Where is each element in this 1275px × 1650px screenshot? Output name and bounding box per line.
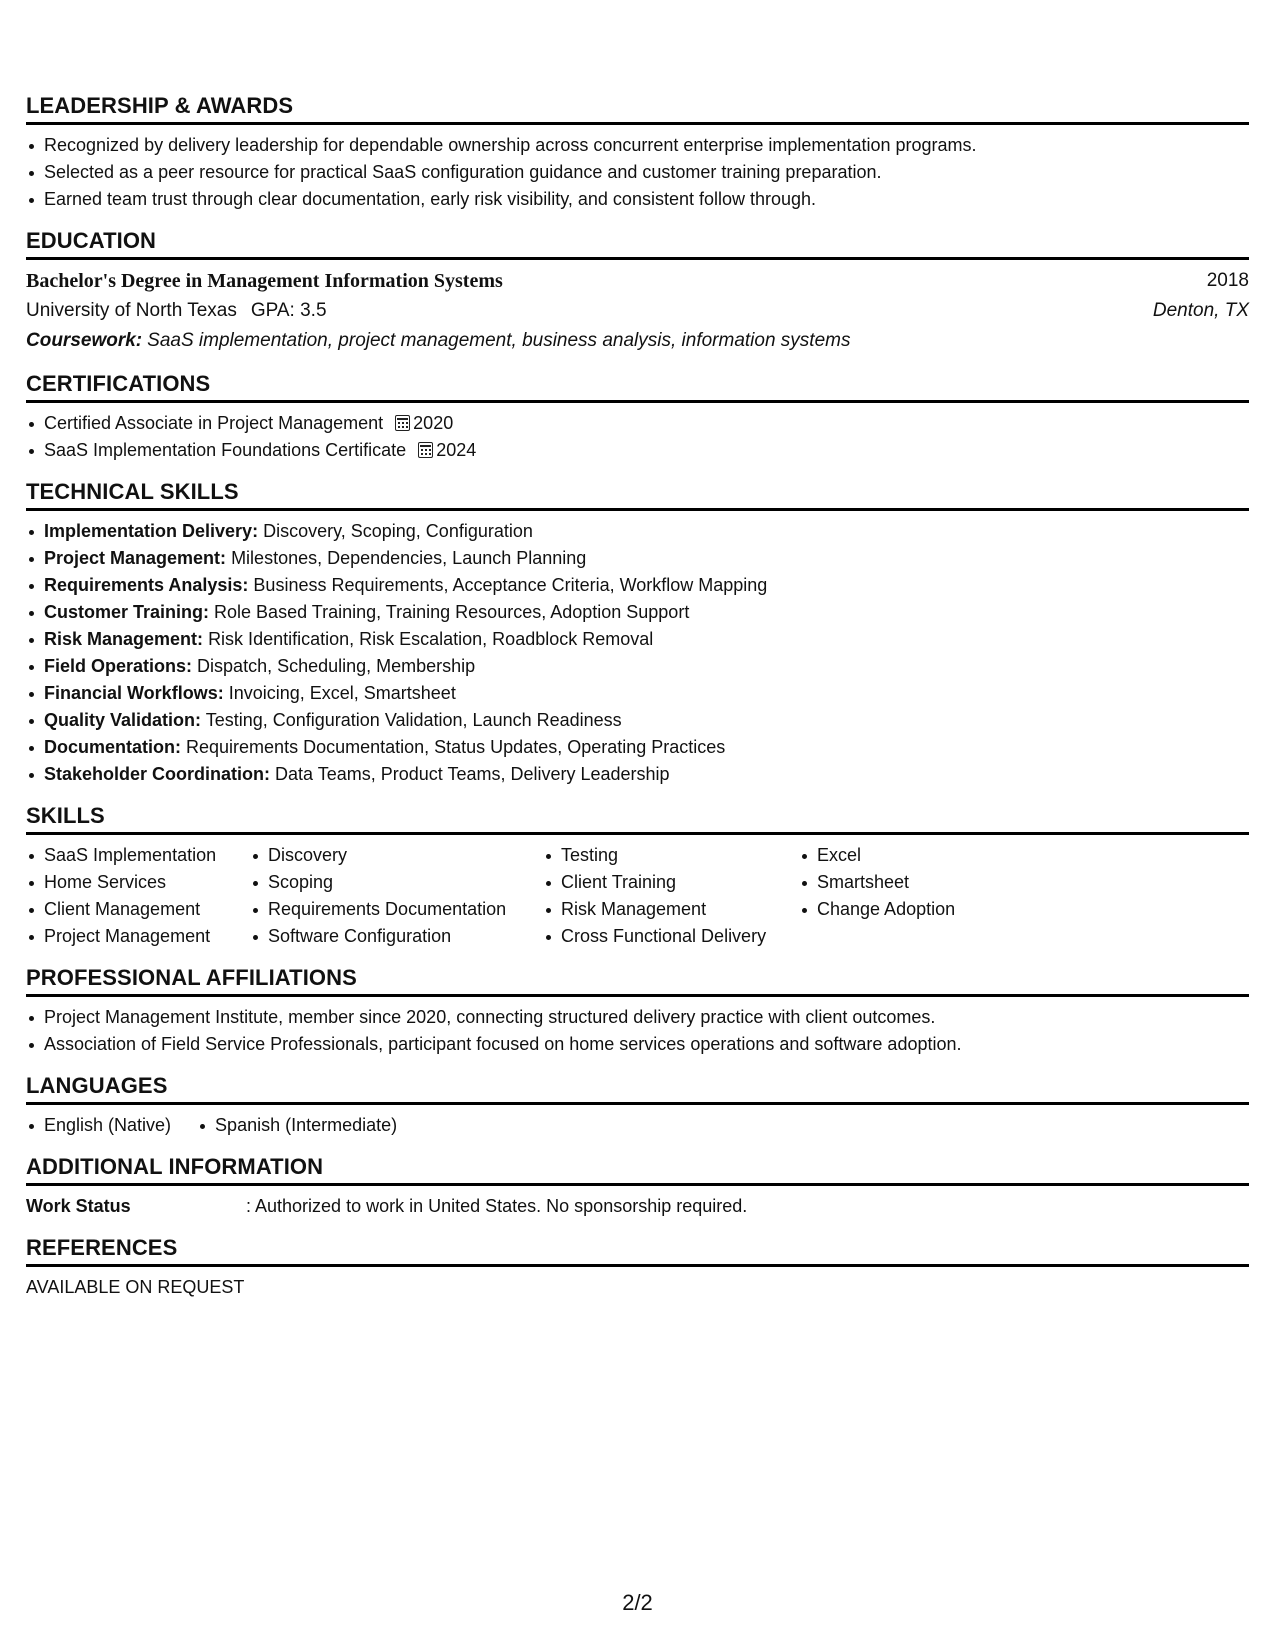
skill-values: Dispatch, Scheduling, Membership	[197, 656, 476, 676]
list-item: English (Native)	[26, 1112, 171, 1139]
section-title-certifications: CERTIFICATIONS	[26, 370, 1249, 403]
technical-skills-list	[26, 518, 1249, 788]
affiliations-section	[26, 964, 1249, 1058]
list-item	[26, 545, 1249, 572]
list-item: Change Adoption	[799, 896, 999, 923]
list-item: Recognized by delivery leadership for dependable ownership across concurrent enterprise implementation programs.	[26, 132, 1249, 159]
references-text: AVAILABLE ON REQUEST	[26, 1277, 245, 1297]
skill-category: Quality Validation:	[44, 710, 202, 730]
list-item: Testing	[543, 842, 799, 869]
skill-category: Financial Workflows:	[44, 683, 224, 703]
list-item	[26, 680, 1249, 707]
section-title-education: EDUCATION	[26, 227, 1249, 260]
skills-column	[26, 842, 250, 950]
coursework-label: Coursework:	[26, 330, 143, 351]
list-item: Spanish (Intermediate)	[197, 1112, 397, 1139]
list-item: Client Training	[543, 869, 799, 896]
list-item	[26, 734, 1249, 761]
section-title-additional-info: ADDITIONAL INFORMATION	[26, 1153, 1249, 1186]
list-item	[26, 626, 1249, 653]
calendar-icon	[395, 415, 410, 431]
list-item: Project Management	[26, 923, 250, 950]
calendar-icon	[418, 442, 433, 458]
graduation-year: 2018	[1206, 270, 1249, 291]
list-item	[26, 518, 1249, 545]
page-number: 2/2	[622, 1590, 653, 1615]
leadership-section	[26, 92, 1249, 213]
section-title-technical-skills: TECHNICAL SKILLS	[26, 478, 1249, 511]
list-item: SaaS Implementation	[26, 842, 250, 869]
list-item: Excel	[799, 842, 999, 869]
info-key: Work Status	[26, 1196, 131, 1216]
references-section	[26, 1234, 1249, 1301]
list-item: Software Configuration	[250, 923, 543, 950]
list-item: Association of Field Service Professionals, participant focused on home services operations and software adoption.	[26, 1031, 1249, 1058]
skill-category: Requirements Analysis:	[44, 575, 249, 595]
resume-page	[26, 92, 1249, 1315]
skill-category: Risk Management:	[44, 629, 204, 649]
gpa: GPA: 3.5	[250, 300, 327, 321]
certification-name: Certified Associate in Project Management	[44, 413, 384, 433]
list-item	[26, 653, 1249, 680]
skill-category: Stakeholder Coordination:	[44, 764, 271, 784]
list-item: Discovery	[250, 842, 543, 869]
affiliations-list	[26, 1004, 1249, 1058]
list-item	[26, 410, 1249, 437]
section-title-leadership: LEADERSHIP & AWARDS	[26, 92, 1249, 125]
certification-year: 2020	[413, 413, 454, 433]
languages-list	[26, 1112, 1249, 1139]
section-title-affiliations: PROFESSIONAL AFFILIATIONS	[26, 964, 1249, 997]
skill-values: Risk Identification, Risk Escalation, Roadblock Removal	[208, 629, 654, 649]
skill-values: Data Teams, Product Teams, Delivery Leadership	[275, 764, 670, 784]
skills-grid	[26, 842, 1249, 950]
skill-values: Testing, Configuration Validation, Launch Readiness	[205, 710, 622, 730]
skill-category: Documentation:	[44, 737, 181, 757]
certifications-section	[26, 370, 1249, 464]
school-location: Denton, TX	[1152, 300, 1249, 321]
list-item: Cross Functional Delivery	[543, 923, 799, 950]
list-item: Project Management Institute, member since 2020, connecting structured delivery practice with client outcomes.	[26, 1004, 1249, 1031]
list-item	[26, 572, 1249, 599]
list-item: Risk Management	[543, 896, 799, 923]
skill-category: Customer Training:	[44, 602, 210, 622]
list-item: Selected as a peer resource for practical SaaS configuration guidance and customer training preparation.	[26, 159, 1249, 186]
education-entry	[26, 266, 1249, 356]
certifications-list	[26, 410, 1249, 464]
skill-category: Project Management:	[44, 548, 227, 568]
list-item: Client Management	[26, 896, 250, 923]
skill-values: Role Based Training, Training Resources, Adoption Support	[214, 602, 690, 622]
skills-column	[543, 842, 799, 950]
info-value: : Authorized to work in United States. No sponsorship required.	[246, 1196, 748, 1216]
skill-values: Requirements Documentation, Status Updates, Operating Practices	[186, 737, 726, 757]
list-item: Home Services	[26, 869, 250, 896]
section-title-references: REFERENCES	[26, 1234, 1249, 1267]
list-item	[26, 599, 1249, 626]
skills-section	[26, 802, 1249, 950]
skill-values: Business Requirements, Acceptance Criteria, Workflow Mapping	[253, 575, 768, 595]
skill-category: Field Operations:	[44, 656, 193, 676]
degree-title: Bachelor's Degree in Management Information Systems	[26, 270, 503, 292]
section-title-languages: LANGUAGES	[26, 1072, 1249, 1105]
coursework-text: SaaS implementation, project management, business analysis, information systems	[147, 330, 851, 351]
skill-values: Invoicing, Excel, Smartsheet	[228, 683, 456, 703]
certification-year: 2024	[436, 440, 477, 460]
section-title-skills: SKILLS	[26, 802, 1249, 835]
skill-category: Implementation Delivery:	[44, 521, 259, 541]
list-item: Requirements Documentation	[250, 896, 543, 923]
skill-values: Discovery, Scoping, Configuration	[263, 521, 533, 541]
technical-skills-section	[26, 478, 1249, 788]
list-item: Scoping	[250, 869, 543, 896]
info-row	[26, 1192, 1249, 1220]
school-name: University of North Texas	[26, 300, 237, 321]
skill-values: Milestones, Dependencies, Launch Planning	[231, 548, 587, 568]
languages-section	[26, 1072, 1249, 1139]
list-item	[26, 707, 1249, 734]
list-item: Earned team trust through clear documentation, early risk visibility, and consistent follow through.	[26, 186, 1249, 213]
list-item	[26, 437, 1249, 464]
list-item: Smartsheet	[799, 869, 999, 896]
leadership-list	[26, 132, 1249, 213]
list-item	[26, 761, 1249, 788]
education-section	[26, 227, 1249, 356]
skills-column	[250, 842, 543, 950]
skills-column	[799, 842, 999, 950]
certification-name: SaaS Implementation Foundations Certificate	[44, 440, 407, 460]
additional-info-section	[26, 1153, 1249, 1220]
